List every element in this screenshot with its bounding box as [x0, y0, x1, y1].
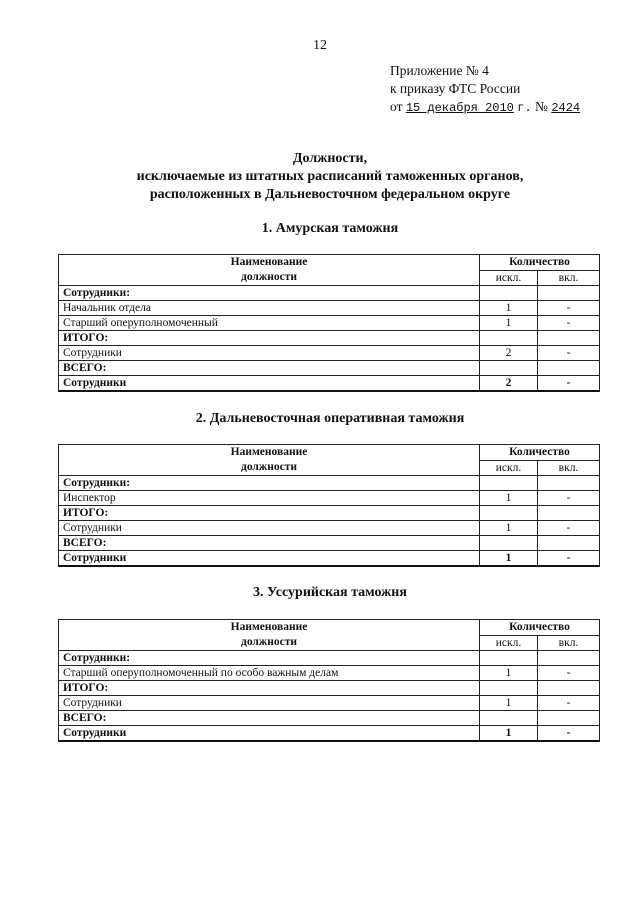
table-row	[59, 521, 600, 536]
position-name-cell: Старший оперуполномоченный	[59, 316, 480, 331]
position-name-cell: Сотрудники:	[59, 651, 480, 666]
appendix-line-1: Приложение № 4	[390, 63, 489, 78]
column-header-name-line-1: Наименование	[230, 446, 308, 458]
column-header-quantity: Количество	[480, 445, 600, 461]
excl-count-cell: 1	[480, 316, 538, 331]
excl-count-cell	[480, 476, 538, 491]
column-header-quantity: Количество	[480, 255, 600, 271]
column-header-name-line-1: Наименование	[230, 256, 308, 268]
column-header-quantity: Количество	[480, 620, 600, 636]
incl-count-cell: -	[538, 551, 600, 567]
table-row	[59, 651, 600, 666]
column-header-name-line-2: должности	[241, 271, 297, 283]
position-name-cell: Сотрудники	[59, 521, 480, 536]
excl-count-cell: 1	[480, 301, 538, 316]
appendix-date: 15 декабря 2010	[405, 101, 514, 115]
appendix-number-sign: №	[535, 99, 548, 114]
section-title: 1. Амурская таможня	[261, 221, 399, 236]
position-name-cell: Сотрудники	[59, 726, 480, 742]
table-row	[59, 376, 600, 392]
table-row	[59, 331, 600, 346]
section-title: 3. Уссурийская таможня	[253, 585, 407, 600]
appendix-line-3	[390, 98, 580, 117]
table-header-row	[59, 255, 600, 271]
excl-count-cell	[480, 361, 538, 376]
incl-count-cell: -	[538, 666, 600, 681]
appendix-line-2: к приказу ФТС России	[390, 81, 521, 96]
excl-count-cell	[480, 711, 538, 726]
appendix-block	[390, 62, 580, 117]
position-name-cell: Сотрудники	[59, 346, 480, 361]
table-header-row	[59, 445, 600, 461]
position-name-cell: ВСЕГО:	[59, 536, 480, 551]
column-header-name	[59, 255, 480, 286]
position-name-cell: Начальник отдела	[59, 301, 480, 316]
position-name-cell: ИТОГО:	[59, 331, 480, 346]
table-row	[59, 681, 600, 696]
excl-count-cell: 1	[480, 726, 538, 742]
table-row	[59, 301, 600, 316]
position-name-cell: Сотрудники	[59, 376, 480, 392]
title-line-3: расположенных в Дальневосточном федеральном округе	[149, 187, 511, 202]
excl-count-cell: 2	[480, 346, 538, 361]
table-row	[59, 491, 600, 506]
table-row	[59, 476, 600, 491]
table-body	[59, 445, 600, 567]
incl-count-cell	[538, 536, 600, 551]
position-name-cell: ВСЕГО:	[59, 711, 480, 726]
page-number: 12	[313, 38, 327, 53]
excl-count-cell	[480, 536, 538, 551]
appendix-date-prefix: от	[390, 99, 403, 114]
column-header-incl: вкл.	[538, 635, 600, 651]
position-name-cell: ИТОГО:	[59, 506, 480, 521]
excl-count-cell	[480, 651, 538, 666]
table-row	[59, 711, 600, 726]
table-row	[59, 346, 600, 361]
column-header-excl: искл.	[480, 270, 538, 286]
excl-count-cell: 1	[480, 521, 538, 536]
column-header-name-line-1: Наименование	[230, 621, 308, 633]
incl-count-cell	[538, 331, 600, 346]
table-row	[59, 696, 600, 711]
incl-count-cell: -	[538, 696, 600, 711]
position-name-cell: Сотрудники	[59, 696, 480, 711]
column-header-excl: искл.	[480, 635, 538, 651]
position-name-cell: ИТОГО:	[59, 681, 480, 696]
section-title: 2. Дальневосточная оперативная таможня	[195, 411, 465, 426]
column-header-name	[59, 620, 480, 651]
column-header-name-line-2: должности	[241, 636, 297, 648]
position-name-cell: Старший оперуполномоченный по особо важным делам	[59, 666, 480, 681]
title-line-1: Должности,	[292, 151, 368, 166]
table-header-row	[59, 620, 600, 636]
table-row	[59, 551, 600, 567]
table-body	[59, 620, 600, 742]
table-row	[59, 286, 600, 301]
incl-count-cell: -	[538, 491, 600, 506]
column-header-excl: искл.	[480, 460, 538, 476]
excl-count-cell	[480, 681, 538, 696]
incl-count-cell	[538, 476, 600, 491]
incl-count-cell	[538, 651, 600, 666]
incl-count-cell: -	[538, 521, 600, 536]
table-row	[59, 536, 600, 551]
incl-count-cell	[538, 711, 600, 726]
table-row	[59, 361, 600, 376]
position-name-cell: Сотрудники:	[59, 476, 480, 491]
table-row	[59, 666, 600, 681]
incl-count-cell	[538, 361, 600, 376]
excl-count-cell: 1	[480, 491, 538, 506]
incl-count-cell	[538, 286, 600, 301]
position-name-cell: Инспектор	[59, 491, 480, 506]
excl-count-cell	[480, 286, 538, 301]
excl-count-cell	[480, 331, 538, 346]
table-row	[59, 316, 600, 331]
incl-count-cell: -	[538, 726, 600, 742]
position-name-cell: ВСЕГО:	[59, 361, 480, 376]
incl-count-cell: -	[538, 346, 600, 361]
table-body	[59, 255, 600, 392]
table-row	[59, 726, 600, 742]
incl-count-cell	[538, 681, 600, 696]
excl-count-cell: 1	[480, 696, 538, 711]
table-row	[59, 506, 600, 521]
title-line-2: исключаемые из штатных расписаний таможенных органов,	[136, 169, 524, 184]
position-name-cell: Сотрудники:	[59, 286, 480, 301]
incl-count-cell: -	[538, 301, 600, 316]
column-header-name-line-2: должности	[241, 461, 297, 473]
position-name-cell: Сотрудники	[59, 551, 480, 567]
incl-count-cell	[538, 506, 600, 521]
excl-count-cell: 1	[480, 551, 538, 567]
appendix-number: 2424	[551, 101, 581, 115]
excl-count-cell: 2	[480, 376, 538, 392]
incl-count-cell: -	[538, 376, 600, 392]
column-header-incl: вкл.	[538, 460, 600, 476]
document-title	[0, 150, 640, 204]
positions-table	[58, 254, 600, 392]
column-header-name	[59, 445, 480, 476]
excl-count-cell: 1	[480, 666, 538, 681]
appendix-year-suffix: г.	[517, 101, 532, 115]
positions-table	[58, 444, 600, 567]
column-header-incl: вкл.	[538, 270, 600, 286]
positions-table	[58, 619, 600, 742]
incl-count-cell: -	[538, 316, 600, 331]
excl-count-cell	[480, 506, 538, 521]
